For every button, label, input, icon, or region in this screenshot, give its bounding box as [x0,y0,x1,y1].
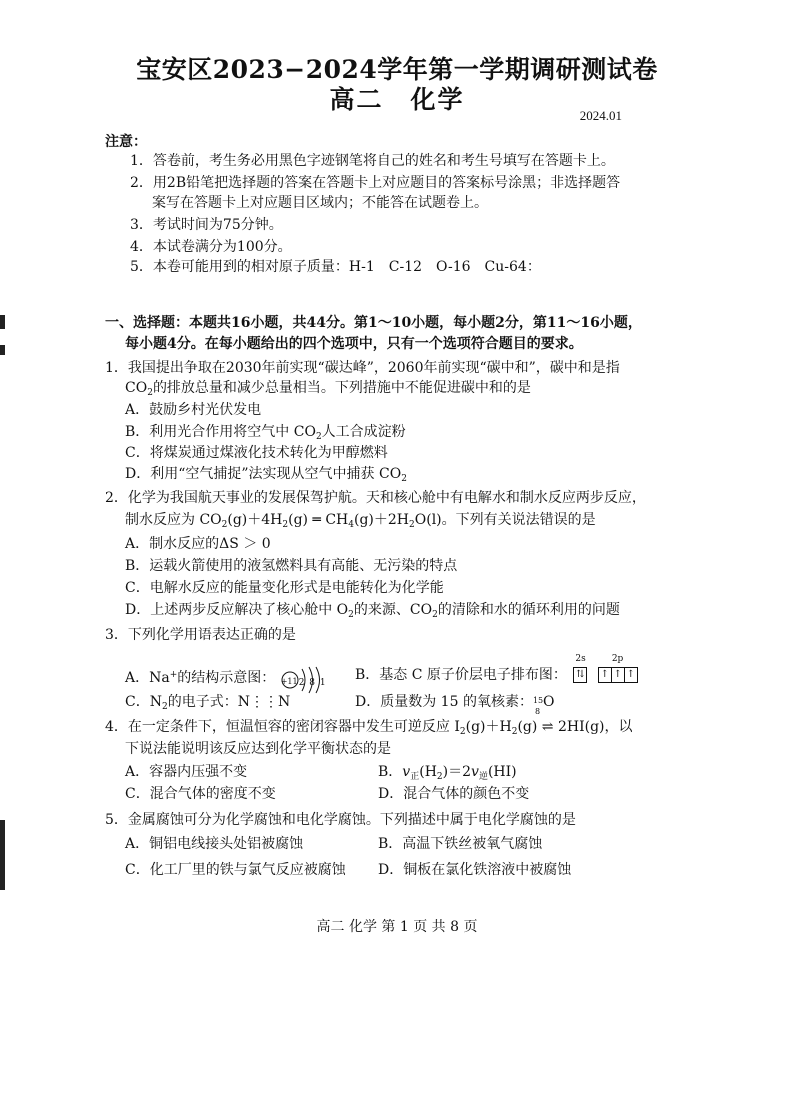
text: (g)＋4H [227,512,283,528]
q5-stem: 5．金属腐蚀可分为化学腐蚀和电化学腐蚀。下列描述中属于电化学腐蚀的是 [105,812,576,828]
q2-option-a: A．制水反应的ΔS ＞ 0 [125,536,271,552]
notice-item: 1．答卷前，考生务必用黑色字迹钢笔将自己的姓名和考生号填写在答题卡上。 [130,153,615,169]
q1-option-a: A．鼓励乡村光伏发电 [125,402,262,418]
exam-subtitle: 高二 化学 [329,85,465,114]
text: O(l)。下列有关说法错误的是 [414,512,596,528]
text: D．上述两步反应解决了核心舱中 O [125,602,349,618]
orbital-box: ↑ [612,667,625,683]
q2-option-c: C．电解水反应的能量变化形式是电能转化为化学能 [125,580,444,596]
text: 制水反应为 CO [125,512,222,528]
notice-item: 4．本试卷满分为100分。 [130,239,292,255]
q1-option-d [125,464,407,489]
shell-electrons: 2 8 1 [298,678,327,688]
q4-stem-cont: 下说法能说明该反应达到化学平衡状态的是 [125,741,391,757]
q5-option-a: A．铜铝电线接头处铝被腐蚀 [125,836,304,852]
text: B．基态 C 原子价层电子排布图： [355,667,567,683]
text: O [542,694,555,710]
notice-item: 5．本卷可能用到的相对原子质量：H-1 C-12 O-16 Cu-64： [130,259,541,275]
text: CO [125,380,148,396]
page-footer: 高二 化学 第 1 页 共 8 页 [316,919,478,935]
q2-equation [125,510,596,535]
edge-mark [0,820,5,890]
q3-option-c [125,692,290,717]
q2-option-d [125,600,620,625]
orbital-label: 2s [575,654,586,664]
section-heading: 一、选择题：本题共16小题，共44分。第1～10小题，每小题2分，第11～16小题， [105,315,642,331]
q5-option-c: C．化工厂里的铁与氯气反应被腐蚀 [125,862,346,878]
subscript: 2 [315,432,322,442]
q5-option-d: D．铜板在氯化铁溶液中被腐蚀 [378,862,572,878]
exam-title: 宝安区2023−2024学年第一学期调研测试卷 [136,55,658,84]
q2-option-b: B．运载火箭使用的液氢燃料具有高能、无污染的特点 [125,558,458,574]
q4-option-c: C．混合气体的密度不变 [125,786,276,802]
orbital-box: ↑ [598,667,612,683]
atomic-number: 8 [534,707,541,716]
q2-stem: 2．化学为我国航天事业的发展保驾护航。天和核心舱中有电解水和制水反应两步反应， [105,490,646,506]
text: 4．在一定条件下，恒温恒容的密闭容器中发生可逆反应 I [105,719,460,735]
q3-option-b [355,654,638,685]
text: 人工合成淀粉 [321,424,406,440]
notice-item: 案写在答题卡上对应题目区域内；不能答在试题卷上。 [152,195,488,211]
edge-mark [0,315,5,329]
notice-item: 2．用2B铅笔把选择题的答案在答题卡上对应题目的答案标号涂黑；非选择题答 [130,175,621,191]
text: v [402,764,411,780]
subscript: 2 [409,520,415,530]
q3-stem: 3．下列化学用语表达正确的是 [105,627,296,643]
subscript: 2 [221,520,228,530]
text: 的电子式：N⋮⋮N [167,694,291,710]
subscript: 2 [432,610,438,620]
nuclide-numbers [532,695,544,716]
orbital-2s [573,654,587,685]
edge-mark [0,345,5,355]
subscript: 正 [410,772,420,782]
mass-number: 15 [532,696,544,705]
text: 的结构示意图： [177,670,276,686]
na-ion-structure-diagram [280,665,326,691]
subscript: 4 [348,520,354,530]
orbital-box: ⇅ [573,667,587,683]
text: D．质量数为 15 的氧核素： [355,694,533,710]
orbital-label: 2p [611,654,624,664]
subscript: 2 [348,610,354,620]
text: 的来源、CO [353,602,433,618]
q1-option-c: C．将煤炭通过煤液化技术转化为甲醇燃料 [125,445,388,461]
subscript: 2 [436,772,443,782]
text: 的清除和水的循环利用的问题 [437,602,620,618]
section-heading-cont: 每小题4分。在每小题给出的四个选项中，只有一个选项符合题目的要求。 [125,336,583,352]
orbital-2p [598,654,638,685]
orbital-box: ↑ [625,667,638,683]
subscript: 2 [161,702,168,712]
q4-option-d: D．混合气体的颜色不变 [378,786,530,802]
subscript: 2 [459,727,466,737]
text: 的排放总量和减少总量相当。下列措施中不能促进碳中和的是 [152,380,531,396]
q4-option-a: A．容器内压强不变 [125,764,248,780]
q3-option-d [355,692,555,716]
subscript: 2 [147,388,153,398]
exam-date: 2024.01 [579,108,622,123]
notice-heading: 注意： [105,134,147,150]
text: (g)＋H [465,719,512,735]
nucleus-label: +11 [280,677,298,686]
text: (g) ⇌ 2HI(g)，以 [517,719,633,735]
text: (HI) [487,764,517,780]
text: (H [419,764,437,780]
text: D．利用“空气捕捉”法实现从空气中捕获 CO [125,466,402,482]
subscript: 2 [401,474,407,484]
text: A．Na [125,670,170,686]
text: v [471,764,479,780]
text: B．利用光合作用将空气中 CO [125,424,316,440]
subscript: 2 [511,727,518,737]
subscript: 2 [282,520,289,530]
text: B． [378,764,403,780]
notice-item: 3．考试时间为75分钟。 [130,217,283,233]
q3-option-a [125,665,326,691]
subscript: 逆 [478,772,488,782]
q5-option-b: B．高温下铁丝被氧气腐蚀 [378,836,543,852]
text: )＝2 [442,764,472,780]
superscript: + [169,670,178,680]
text: C．N [125,694,162,710]
scan-edge-marks [0,0,8,1119]
q1-stem: 1．我国提出争取在2030年前实现“碳达峰”，2060年前实现“碳中和”，碳中和是指 [105,360,620,376]
text: (g) ═ CH [288,512,349,528]
text: (g)＋2H [354,512,410,528]
